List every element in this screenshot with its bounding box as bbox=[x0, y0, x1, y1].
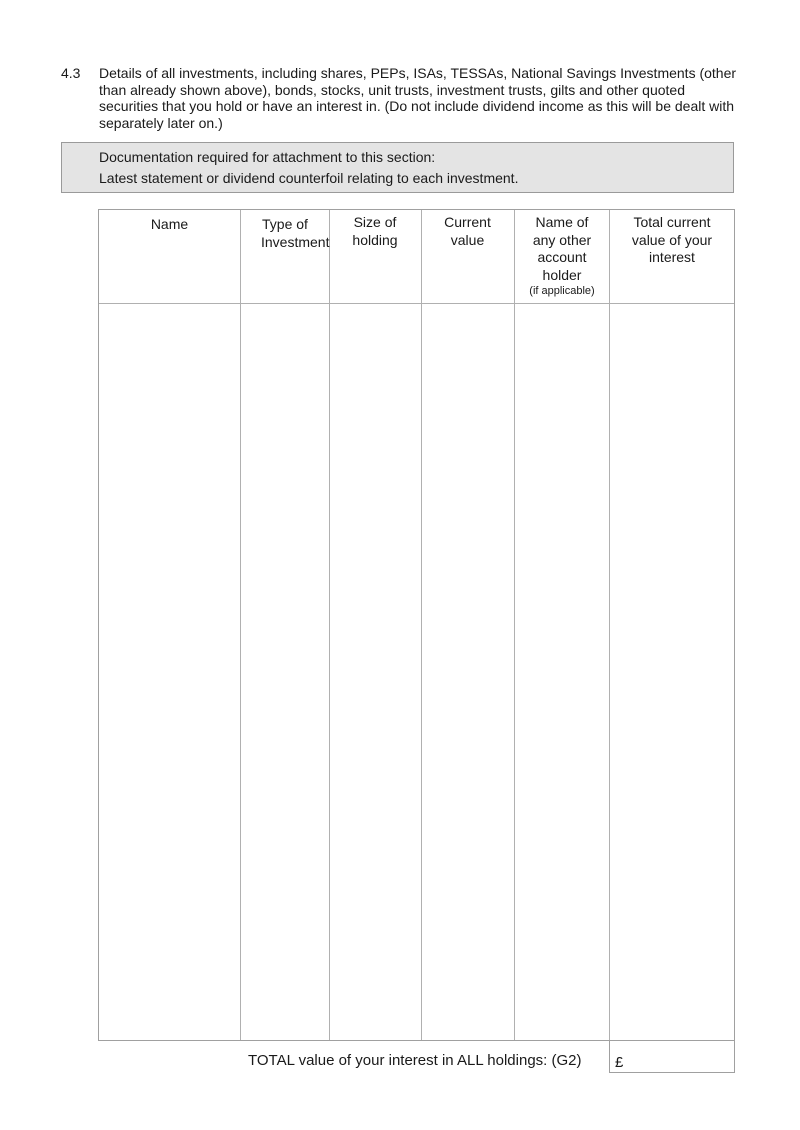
column-divider bbox=[514, 210, 515, 1040]
section-description: Details of all investments, including shares, PEPs, ISAs, TESSAs, National Savings Investments (other than already shown above), bonds, stocks, unit trusts, investment trusts, gilts and other quoted securities that you hold or have an interest in. (Do not include dividend income as this will be dealt with separately later on.) bbox=[99, 65, 737, 131]
column-header-type-of-investment bbox=[261, 216, 330, 251]
documentation-requirement: Latest statement or dividend counterfoil relating to each investment. bbox=[99, 170, 519, 186]
total-value-field[interactable] bbox=[609, 1040, 735, 1073]
column-header-label: Size of holding bbox=[352, 214, 398, 248]
column-header-label: Name bbox=[150, 216, 189, 232]
column-divider bbox=[609, 210, 610, 1040]
column-header-current-value bbox=[434, 214, 501, 249]
column-header-label: Total current value of your interest bbox=[631, 214, 713, 265]
documentation-box bbox=[61, 142, 734, 193]
column-divider bbox=[240, 210, 241, 1040]
column-header-label: Name of any other account holder bbox=[532, 214, 592, 283]
column-header-total-current-value bbox=[620, 214, 724, 267]
column-header-sublabel: (if applicable) bbox=[529, 285, 595, 297]
total-label: TOTAL value of your interest in ALL holdings: (G2) bbox=[248, 1052, 582, 1069]
investments-table bbox=[98, 209, 735, 1041]
column-header-label: Type of Investment bbox=[261, 216, 330, 250]
column-header-name bbox=[99, 216, 240, 234]
column-header-other-account-holder bbox=[515, 214, 609, 299]
header-divider bbox=[99, 303, 734, 304]
column-divider bbox=[421, 210, 422, 1040]
currency-symbol: £ bbox=[615, 1054, 624, 1071]
column-header-label: Current value bbox=[444, 214, 491, 248]
section-number: 4.3 bbox=[61, 65, 81, 81]
column-divider bbox=[329, 210, 330, 1040]
documentation-heading: Documentation required for attachment to this section: bbox=[99, 149, 436, 165]
column-header-size-of-holding bbox=[349, 214, 401, 249]
